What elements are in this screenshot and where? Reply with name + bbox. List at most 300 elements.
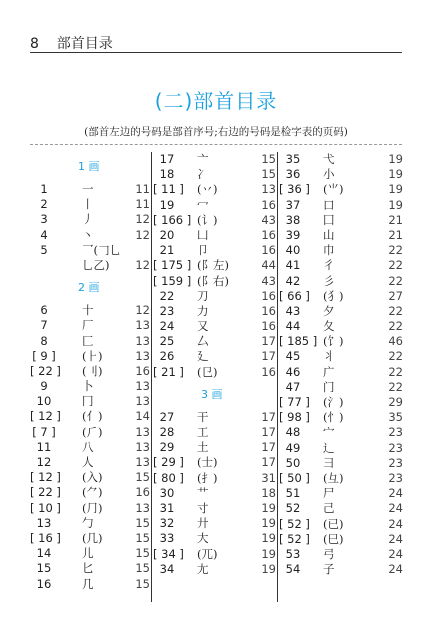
radical-glyph: (阝左) [197,258,229,273]
radical-entry [279,258,403,273]
radical-glyph: (兀) [197,546,218,561]
radical-entry [279,365,403,380]
radical-glyph: 冂 [82,394,94,409]
radical-glyph: 丿 [82,212,94,227]
radical-number: 43 [285,303,301,318]
radical-glyph: (饣) [323,334,344,349]
page-reference: 22 [388,364,403,379]
radical-entry [153,440,276,455]
radical-entry [279,304,403,319]
radical-entry [279,289,403,304]
page-subtitle: (部首左边的号码是部首序号;右边的号码是检字表的页码) [84,126,348,138]
radical-entry [279,395,403,410]
radical-glyph: (刂) [82,363,103,378]
radical-entry [153,349,276,364]
page-reference: 19 [388,197,403,212]
radical-number: 5 [40,242,48,257]
radical-number: [ 7 ] [32,424,56,439]
page-reference: 15 [135,515,150,530]
radical-entry [279,213,403,228]
radical-number: 51 [285,486,301,501]
radical-entry [30,485,150,500]
radical-glyph: 工 [197,425,209,439]
radical-entry [153,304,276,319]
page-reference: 19 [388,182,403,197]
radical-entry [279,532,403,547]
radical-number: 47 [285,379,301,394]
page-reference: 16 [261,243,276,258]
radical-glyph: 勹 [82,515,94,530]
radical-glyph: 广 [323,364,335,379]
radical-glyph: 彳 [323,258,335,273]
radical-glyph: 子 [323,562,335,577]
radical-number: [ 12 ] [30,470,61,485]
radical-entry [30,349,150,364]
radical-glyph: 夂 [323,319,335,334]
radical-number: 19 [159,197,175,212]
radical-glyph: 匚 [82,333,94,348]
radical-entry [153,334,276,349]
radical-entry [153,152,276,167]
radical-entry [30,440,150,455]
page-reference: 43 [261,212,276,227]
radical-glyph: (扌) [197,470,218,485]
radical-glyph: 丶 [82,227,94,242]
stroke-count-heading [153,380,276,410]
radical-glyph: 凵 [197,227,209,242]
radical-glyph: 口 [323,197,335,212]
page-reference: 22 [388,303,403,318]
page-reference: 17 [261,334,276,349]
page-reference: 16 [261,197,276,212]
radical-glyph-line: 乛(𠃌乚 [82,242,121,257]
page-reference: 24 [388,501,403,516]
radical-entry [153,228,276,243]
radical-number: 18 [159,167,175,182]
stroke-count-label: 1 画 [78,160,100,173]
radical-glyph: (入) [82,470,103,485]
page-reference: 12 [135,212,150,227]
page-number: 8 [30,36,39,52]
radical-entry [279,319,403,334]
page-reference: 24 [388,486,403,501]
radical-entry [153,365,276,380]
page-reference: 11 [135,197,150,212]
radical-number: 33 [159,531,175,546]
page-reference: 19 [388,152,403,166]
radical-glyph: 小 [323,167,335,182]
radical-entry [153,319,276,334]
page-reference: 19 [388,167,403,182]
stroke-count-heading [30,273,150,303]
radical-number: 49 [285,440,301,455]
radical-entry [279,486,403,501]
radical-glyph: 彡 [323,273,335,288]
radical-number: 31 [159,500,175,515]
radical-number: 30 [159,485,175,500]
radical-number: 45 [285,349,301,364]
radical-entry [279,517,403,532]
page-reference: 11 [135,182,150,196]
radical-glyph: 匕 [82,561,94,576]
radical-entry [279,456,403,471]
radical-glyph: 囗 [323,212,335,227]
radical-entry [279,274,403,289]
radical-entry [153,455,276,470]
page-reference: 22 [388,349,403,364]
column-divider [277,152,278,602]
radical-number: [ 36 ] [279,182,310,197]
radical-glyph: (㔾) [197,364,218,379]
page-reference: 22 [388,243,403,258]
radical-glyph: 宀 [323,425,335,440]
page-header [30,33,113,53]
radical-number: 15 [36,561,52,576]
radical-number: 23 [159,303,175,318]
page-reference: 22 [388,258,403,273]
radical-number: 38 [285,212,301,227]
radical-number: 14 [36,546,52,561]
radical-number: 7 [40,318,48,333]
page-reference: 23 [388,455,403,470]
radical-number: [ 12 ] [30,409,61,424]
radical-number: [ 175 ] [153,258,192,273]
radical-number: [ 16 ] [30,530,61,545]
radical-glyph: 干 [197,409,209,424]
radical-glyph: 十 [82,303,94,318]
section-title: 部首目录 [56,36,113,52]
page-reference: 17 [261,455,276,470]
radical-glyph: 厶 [197,334,209,349]
page-reference: 22 [388,319,403,334]
radical-number: 40 [285,243,301,258]
radical-glyph: 刀 [197,288,209,303]
page-reference: 44 [261,258,276,273]
stroke-count-heading [30,152,150,182]
page-reference: 13 [135,333,150,348]
radical-entry [153,182,276,197]
page-reference: 15 [261,152,276,166]
radical-number: [ 50 ] [279,470,310,485]
page-reference: 17 [261,425,276,439]
radical-entry [30,531,150,546]
radical-number: 53 [285,546,301,561]
radical-number: [ 11 ] [153,182,184,197]
radical-entry [30,409,150,424]
radical-glyph: 几 [82,576,94,591]
radical-number: 41 [285,258,301,273]
radical-glyph-line: 乚乙) [82,257,110,272]
page-reference: 19 [261,516,276,531]
page-reference: 19 [261,531,276,546]
page-reference: 21 [388,212,403,227]
radical-number: [ 166 ] [153,212,192,227]
radical-entry [30,212,150,227]
page-reference: 24 [388,516,403,531]
radical-glyph: 尢 [197,561,209,576]
radical-number: [ 66 ] [279,288,310,303]
radical-number: [ 185 ] [279,334,318,349]
radical-entry [279,471,403,486]
page-reference: 13 [135,379,150,394]
page-reference: 15 [135,470,150,485]
column-divider [151,152,152,602]
radical-entry [30,182,150,197]
radical-glyph: 力 [197,303,209,318]
page-reference: 12 [135,227,150,242]
radical-entry [279,167,403,182]
radical-number: 27 [159,409,175,424]
radical-entry [279,198,403,213]
radical-number: 25 [159,334,175,349]
radical-number: 48 [285,425,301,440]
page-reference: 13 [135,439,150,454]
page-reference: 19 [261,546,276,561]
page-reference: 21 [388,227,403,242]
radical-number: 34 [159,561,175,576]
radical-number: 2 [40,197,48,212]
radical-number: 22 [159,288,175,303]
radical-glyph: (阝右) [197,273,229,288]
page-reference: 24 [388,562,403,577]
page-reference: 16 [261,227,276,242]
radical-number: [ 9 ] [32,348,56,363]
radical-entry [279,410,403,425]
radical-entry [279,441,403,456]
radical-entry [153,531,276,546]
radical-number: 44 [285,319,301,334]
radical-glyph: 亠 [197,152,209,166]
radical-glyph: (巳) [323,531,344,546]
page-reference: 22 [388,273,403,288]
radical-glyph: 廾 [197,516,209,531]
radical-entry [153,471,276,486]
page-reference: 23 [388,425,403,440]
radical-number: 10 [36,394,52,409]
dashed-divider [30,144,402,145]
page-reference: 17 [261,349,276,364]
radical-glyph: (丷) [197,182,218,197]
page-reference: 13 [261,182,276,197]
radical-entry [279,334,403,349]
page-reference: 13 [135,455,150,470]
page-reference: 31 [261,470,276,485]
page-reference: 27 [388,288,403,303]
page-reference: 23 [388,440,403,455]
page-reference: 13 [135,500,150,515]
radical-entry [30,501,150,516]
radical-entry [153,410,276,425]
radical-entry [153,425,276,440]
radical-glyph: 丨 [82,197,94,212]
radical-glyph [82,243,121,273]
page-reference: 16 [261,364,276,379]
radical-entry [153,547,276,562]
radical-entry [30,577,150,592]
radical-glyph: (几) [82,530,103,545]
radical-entry [30,334,150,349]
radical-entry [30,228,150,243]
radical-glyph: 卩 [197,243,209,258]
radical-glyph: (忄) [323,410,344,425]
radical-glyph: (犭) [323,288,344,303]
header-divider [30,52,402,53]
radical-glyph: 弓 [323,546,335,561]
radical-glyph: (⺈) [82,485,103,500]
radical-entry [279,547,403,562]
radical-glyph: 夕 [323,303,335,318]
radical-entry [30,318,150,333]
radical-entry [153,243,276,258]
page-reference: 17 [261,409,276,424]
radical-number: 35 [285,152,301,166]
radical-entry [279,425,403,440]
radical-glyph: (士) [197,455,218,470]
radical-entry [279,182,403,197]
radical-number: 54 [285,562,301,577]
radical-glyph: 大 [197,531,209,546]
radical-entry [30,379,150,394]
radical-entry [279,380,403,395]
radical-glyph: (⺊) [82,348,103,363]
radical-number: 11 [36,439,52,454]
stroke-count-label: 3 画 [201,387,223,401]
radical-number: 20 [159,227,175,242]
page-reference: 15 [135,530,150,545]
radical-number: 29 [159,440,175,455]
radical-entry [30,197,150,212]
radical-number: [ 159 ] [153,273,192,288]
radical-glyph: (彑) [323,470,344,485]
radical-number: 24 [159,319,175,334]
radical-glyph: 山 [323,227,335,242]
page-reference: 15 [261,167,276,182]
radical-number: [ 22 ] [30,363,61,378]
radical-number: [ 80 ] [153,470,184,485]
radical-number: 4 [40,227,48,242]
page-reference: 43 [261,273,276,288]
radical-glyph: 艹 [197,485,209,500]
radical-glyph: (⺌) [323,182,344,197]
page-reference: 14 [135,409,150,424]
radical-entry [30,425,150,440]
radical-entry [30,243,150,273]
radical-glyph: 又 [197,319,209,334]
page-reference: 13 [135,348,150,363]
page-reference: 16 [135,363,150,378]
page-reference: 15 [135,546,150,561]
radical-entry [153,198,276,213]
radical-number: 26 [159,349,175,364]
radical-number: 16 [36,576,52,591]
page-reference: 23 [388,470,403,485]
radical-number: 12 [36,455,52,470]
radical-entry [30,364,150,379]
page-reference: 18 [261,485,276,500]
radical-glyph: 儿 [82,546,94,561]
page-reference: 13 [135,318,150,333]
radical-column-3 [279,152,403,577]
radical-number: [ 29 ] [153,455,184,470]
radical-number: 13 [36,515,52,530]
radical-entry [30,561,150,576]
radical-number: [ 77 ] [279,395,310,409]
radical-glyph: 廴 [197,349,209,364]
page-reference: 16 [261,288,276,303]
radical-number: 46 [285,364,301,379]
page-reference: 12 [135,257,150,272]
radical-glyph: (亻) [82,409,103,424]
radical-number: [ 52 ] [279,516,310,531]
radical-entry [279,228,403,243]
page-reference: 24 [388,531,403,546]
radical-glyph: 一 [82,182,94,196]
radical-column-1 [30,152,150,592]
radical-number: 6 [40,303,48,318]
radical-entry [153,289,276,304]
radical-number: 9 [40,379,48,394]
radical-glyph: 弋 [323,152,335,166]
page-reference: 15 [135,561,150,576]
radical-number: 42 [285,273,301,288]
radical-entry [30,303,150,318]
radical-number: 17 [159,152,175,166]
radical-glyph: (氵) [323,395,344,409]
radical-glyph: 辶 [323,440,335,455]
radical-number: 32 [159,516,175,531]
page-reference: 12 [135,303,150,318]
page-title: (二)部首目录 [154,89,278,113]
radical-number: 28 [159,425,175,439]
radical-number: [ 34 ] [153,546,184,561]
page-reference: 15 [135,576,150,591]
page-reference: 24 [388,546,403,561]
radical-number: 3 [40,212,48,227]
radical-entry [30,455,150,470]
radical-glyph: 巾 [323,243,335,258]
radical-glyph: 厂 [82,318,94,333]
page-reference: 17 [261,440,276,455]
radical-number: 39 [285,227,301,242]
page-reference: 13 [135,424,150,439]
radical-number: [ 52 ] [279,531,310,546]
page-reference: 16 [261,319,276,334]
radical-number: 52 [285,501,301,516]
page-reference: 13 [135,394,150,409]
radical-number: 36 [285,167,301,182]
page-reference: 46 [388,334,403,349]
radical-glyph: (⺆) [82,500,103,515]
radical-glyph: 门 [323,379,335,394]
radical-entry [279,562,403,577]
radical-entry [153,486,276,501]
radical-glyph: 八 [82,439,94,454]
radical-entry [153,167,276,182]
radical-number: 37 [285,197,301,212]
page-reference: 29 [388,395,403,409]
page-reference: 16 [135,485,150,500]
radical-glyph: 寸 [197,500,209,515]
radical-entry [279,349,403,364]
stroke-count-label: 2 画 [78,281,100,295]
radical-glyph: 己 [323,501,335,516]
radical-glyph: (⺁) [82,424,103,439]
radical-entry [153,501,276,516]
radical-entry [30,394,150,409]
radical-entry [153,274,276,289]
radical-entry [30,546,150,561]
page-reference: 22 [388,379,403,394]
